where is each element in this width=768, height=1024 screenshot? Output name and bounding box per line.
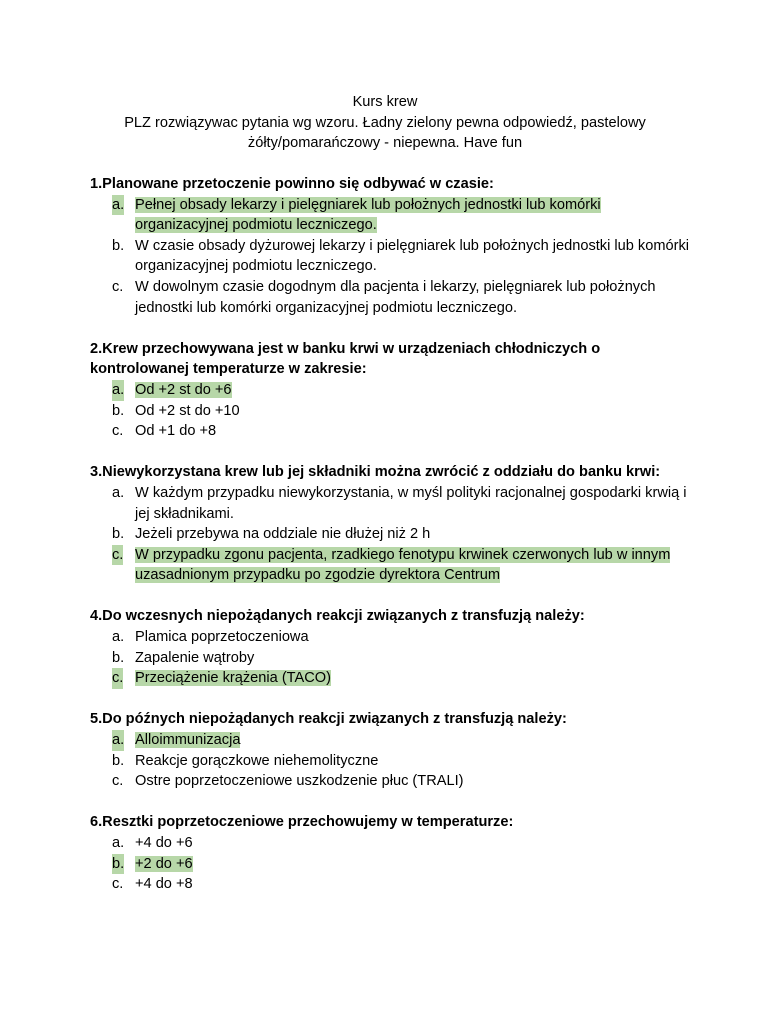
answer-text: W każdym przypadku niewykorzystania, w myśl polityki racjonalnej gospodarki krwią i jej składnikami. <box>135 484 687 522</box>
question-1 <box>90 174 690 318</box>
answer-text-highlighted: Od +2 st do +6 <box>135 381 232 398</box>
answer-option <box>90 627 690 648</box>
question-title: 6.Resztki poprzetoczeniowe przechowujemy w temperaturze: <box>90 814 514 831</box>
answer-letter: b. <box>112 526 125 543</box>
answer-list <box>90 730 690 792</box>
answer-text: Od +2 st do +10 <box>135 402 240 419</box>
answer-letter: c. <box>112 773 124 790</box>
document-header <box>90 92 680 154</box>
answer-option <box>90 380 690 401</box>
answer-text-highlighted: Alloimmunizacja <box>135 732 241 749</box>
answer-option <box>90 751 690 772</box>
answer-option <box>90 771 690 792</box>
question-4 <box>90 606 690 688</box>
answer-letter: b. <box>112 402 125 419</box>
answer-text: Zapalenie wątroby <box>135 649 255 666</box>
answer-list <box>90 627 690 689</box>
question-title: 5.Do późnych niepożądanych reakcji związanych z transfuzją należy: <box>90 711 567 728</box>
question-title: 1.Planowane przetoczenie powinno się odbywać w czasie: <box>90 176 494 192</box>
answer-letter: c. <box>112 278 124 295</box>
instructions-line-1: PLZ rozwiązywac pytania wg wzoru. Ładny zielony pewna odpowiedź, pastelowy <box>124 114 646 131</box>
question-3 <box>90 462 690 586</box>
answer-option <box>90 730 690 751</box>
answer-text: Plamica poprzetoczeniowa <box>135 629 309 646</box>
answer-text: W dowolnym czasie dogodnym dla pacjenta i lekarzy, pielęgniarek lub położnych jednostki lub komórki organizacyjnej podmiotu leczniczego. <box>135 278 656 316</box>
answer-list <box>90 483 690 586</box>
answer-option <box>90 854 690 875</box>
answer-letter: b. <box>112 237 125 254</box>
answer-text-highlighted: Pełnej obsady lekarzy i pielęgniarek lub położnych jednostki lub komórki organizacyjnej podmiotu leczniczego. <box>135 196 601 234</box>
instructions-line-2: żółty/pomarańczowy - niepewna. Have fun <box>247 135 523 152</box>
answer-text: W czasie obsady dyżurowej lekarzy i pielęgniarek lub położnych jednostki lub komórki organizacyjnej podmiotu leczniczego. <box>135 237 690 275</box>
answer-option <box>90 524 690 545</box>
answer-text: Reakcje gorączkowe niehemolityczne <box>135 752 379 769</box>
answer-text: Ostre poprzetoczeniowe uszkodzenie płuc (TRALI) <box>135 773 464 790</box>
answer-text: +4 do +6 <box>135 835 193 851</box>
answer-letter: a. <box>112 835 125 851</box>
answer-letter: a. <box>112 629 125 646</box>
answer-text: Od +1 do +8 <box>135 423 217 440</box>
answer-letter: b. <box>112 854 124 875</box>
answer-letter: a. <box>112 730 124 751</box>
answer-letter: a. <box>112 380 124 401</box>
answer-letter: c. <box>112 423 124 440</box>
answer-option <box>90 545 690 586</box>
answer-option <box>90 833 690 854</box>
answer-text-highlighted: +2 do +6 <box>135 855 193 872</box>
question-title: 4.Do wczesnych niepożądanych reakcji związanych z transfuzją należy: <box>90 608 585 625</box>
answer-list <box>90 833 690 895</box>
answer-letter: c. <box>112 545 123 566</box>
answer-option <box>90 874 690 895</box>
answer-option <box>90 195 690 236</box>
document-title: Kurs krew <box>352 94 418 110</box>
question-title: 2.Krew przechowywana jest w banku krwi w urządzeniach chłodniczych o kontrolowanej temperaturze w zakresie: <box>90 340 601 378</box>
answer-letter: c. <box>112 876 124 893</box>
answer-letter: a. <box>112 195 124 216</box>
answer-option <box>90 668 690 689</box>
answer-text-highlighted: W przypadku zgonu pacjenta, rzadkiego fenotypu krwinek czerwonych lub w innym uzasadnionym przypadku po zgodzie dyrektora Centrum <box>135 546 671 584</box>
answer-letter: b. <box>112 752 125 769</box>
answer-text: +4 do +8 <box>135 876 193 893</box>
answer-letter: b. <box>112 649 125 666</box>
question-title: 3.Niewykorzystana krew lub jej składniki można zwrócić z oddziału do banku krwi: <box>90 464 661 481</box>
answer-list <box>90 195 690 319</box>
answer-option <box>90 401 690 422</box>
answer-list <box>90 380 690 442</box>
answer-option <box>90 648 690 669</box>
question-list <box>90 174 690 915</box>
question-5 <box>90 709 690 791</box>
answer-text-highlighted: Przeciążenie krążenia (TACO) <box>135 670 331 687</box>
answer-letter: c. <box>112 668 123 689</box>
answer-option <box>90 277 690 318</box>
question-6 <box>90 812 690 894</box>
question-2 <box>90 339 690 442</box>
answer-option <box>90 236 690 277</box>
answer-text: Jeżeli przebywa na oddziale nie dłużej niż 2 h <box>135 526 431 543</box>
answer-option <box>90 421 690 442</box>
answer-letter: a. <box>112 484 125 501</box>
answer-option <box>90 483 690 524</box>
